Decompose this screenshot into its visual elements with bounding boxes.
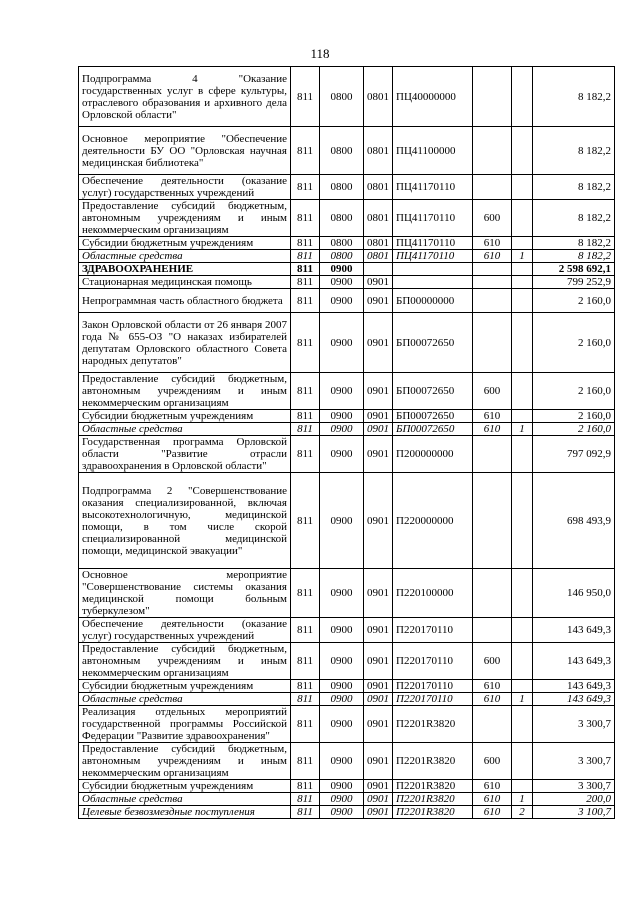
row-target-article: БП00072650 — [393, 313, 473, 373]
row-amount: 3 300,7 — [533, 780, 615, 793]
row-name: Непрограммная часть областного бюджета — [79, 289, 291, 313]
row-section: 0900 — [320, 806, 364, 819]
row-amount: 2 160,0 — [533, 373, 615, 410]
row-funding-source — [512, 410, 533, 423]
row-name: Реализация отдельных мероприятий государственной программы Российской Федерации "Развитие здравоохранения" — [79, 706, 291, 743]
row-name: Обеспечение деятельности (оказание услуг) государственных учреждений — [79, 618, 291, 643]
row-funding-source — [512, 263, 533, 276]
row-name: Обеспечение деятельности (оказание услуг) государственных учреждений — [79, 175, 291, 200]
row-name: Закон Орловской области от 26 января 2007 года № 655-ОЗ "О наказах избирателей депутатам Орловского областного Совета народных депутатов" — [79, 313, 291, 373]
row-name: Субсидии бюджетным учреждениям — [79, 680, 291, 693]
row-grbs: 811 — [291, 289, 320, 313]
row-amount: 2 160,0 — [533, 313, 615, 373]
row-target-article: БП00072650 — [393, 373, 473, 410]
row-target-article: ПЦ41170110 — [393, 250, 473, 263]
row-expense-type — [473, 289, 512, 313]
row-subsection: 0901 — [364, 373, 393, 410]
row-subsection: 0901 — [364, 806, 393, 819]
row-amount: 143 649,3 — [533, 643, 615, 680]
row-section: 0900 — [320, 410, 364, 423]
table-row — [79, 680, 615, 693]
row-amount: 146 950,0 — [533, 569, 615, 618]
row-target-article: П2201R3820 — [393, 743, 473, 780]
row-funding-source — [512, 200, 533, 237]
row-subsection: 0901 — [364, 313, 393, 373]
row-grbs: 811 — [291, 200, 320, 237]
row-funding-source: 2 — [512, 806, 533, 819]
row-expense-type: 600 — [473, 373, 512, 410]
row-section: 0900 — [320, 373, 364, 410]
row-section: 0900 — [320, 263, 364, 276]
row-subsection: 0901 — [364, 473, 393, 569]
table-row — [79, 313, 615, 373]
row-target-article: П2201R3820 — [393, 793, 473, 806]
row-name: Субсидии бюджетным учреждениям — [79, 237, 291, 250]
row-section: 0800 — [320, 250, 364, 263]
row-expense-type — [473, 569, 512, 618]
row-grbs: 811 — [291, 806, 320, 819]
row-name: Основное мероприятие "Обеспечение деятельности БУ ОО "Орловская научная медицинская библиотека" — [79, 127, 291, 175]
row-name: Областные средства — [79, 793, 291, 806]
row-subsection: 0901 — [364, 743, 393, 780]
row-target-article: П2201R3820 — [393, 706, 473, 743]
row-name: Субсидии бюджетным учреждениям — [79, 780, 291, 793]
row-funding-source — [512, 643, 533, 680]
row-funding-source — [512, 680, 533, 693]
row-subsection: 0901 — [364, 693, 393, 706]
budget-table-body — [79, 67, 615, 819]
row-grbs: 811 — [291, 643, 320, 680]
row-subsection: 0801 — [364, 175, 393, 200]
row-amount: 8 182,2 — [533, 250, 615, 263]
row-grbs: 811 — [291, 793, 320, 806]
row-grbs: 811 — [291, 237, 320, 250]
row-grbs: 811 — [291, 693, 320, 706]
row-target-article: П220100000 — [393, 569, 473, 618]
table-row — [79, 373, 615, 410]
row-section: 0900 — [320, 680, 364, 693]
row-section: 0900 — [320, 289, 364, 313]
row-name: Подпрограмма 4 "Оказание государственных услуг в сфере культуры, отраслевого образования и архивного дела Орловской области" — [79, 67, 291, 127]
row-target-article: БП00000000 — [393, 289, 473, 313]
row-subsection: 0801 — [364, 200, 393, 237]
row-grbs: 811 — [291, 276, 320, 289]
table-row — [79, 410, 615, 423]
row-section: 0900 — [320, 436, 364, 473]
row-funding-source — [512, 618, 533, 643]
row-grbs: 811 — [291, 680, 320, 693]
table-row — [79, 250, 615, 263]
row-subsection: 0801 — [364, 250, 393, 263]
row-subsection: 0901 — [364, 618, 393, 643]
row-section: 0900 — [320, 780, 364, 793]
row-amount: 143 649,3 — [533, 618, 615, 643]
row-target-article: П2201R3820 — [393, 806, 473, 819]
row-funding-source — [512, 743, 533, 780]
row-section: 0800 — [320, 237, 364, 250]
row-amount: 3 300,7 — [533, 706, 615, 743]
row-target-article: П220170110 — [393, 643, 473, 680]
table-row — [79, 175, 615, 200]
row-grbs: 811 — [291, 423, 320, 436]
row-funding-source — [512, 473, 533, 569]
row-subsection: 0901 — [364, 410, 393, 423]
row-subsection: 0901 — [364, 423, 393, 436]
table-row — [79, 423, 615, 436]
row-amount: 8 182,2 — [533, 175, 615, 200]
row-section: 0900 — [320, 693, 364, 706]
row-target-article: П2201R3820 — [393, 780, 473, 793]
row-section: 0900 — [320, 706, 364, 743]
row-subsection: 0901 — [364, 569, 393, 618]
row-subsection: 0901 — [364, 643, 393, 680]
row-section: 0900 — [320, 743, 364, 780]
row-expense-type: 610 — [473, 250, 512, 263]
row-section: 0900 — [320, 618, 364, 643]
row-funding-source — [512, 706, 533, 743]
row-grbs: 811 — [291, 67, 320, 127]
row-funding-source — [512, 127, 533, 175]
row-subsection: 0901 — [364, 276, 393, 289]
row-target-article: ПЦ41170110 — [393, 200, 473, 237]
row-expense-type: 600 — [473, 643, 512, 680]
row-name: Областные средства — [79, 250, 291, 263]
row-expense-type — [473, 313, 512, 373]
row-subsection: 0901 — [364, 289, 393, 313]
row-target-article: П200000000 — [393, 436, 473, 473]
row-target-article: П220170110 — [393, 693, 473, 706]
row-amount: 2 160,0 — [533, 410, 615, 423]
row-amount: 3 100,7 — [533, 806, 615, 819]
row-grbs: 811 — [291, 373, 320, 410]
row-funding-source — [512, 237, 533, 250]
row-expense-type — [473, 473, 512, 569]
row-section: 0900 — [320, 473, 364, 569]
row-subsection: 0901 — [364, 706, 393, 743]
row-expense-type — [473, 263, 512, 276]
table-row — [79, 806, 615, 819]
row-grbs: 811 — [291, 410, 320, 423]
row-grbs: 811 — [291, 569, 320, 618]
row-section: 0800 — [320, 175, 364, 200]
table-row — [79, 706, 615, 743]
row-section: 0900 — [320, 313, 364, 373]
table-row — [79, 289, 615, 313]
row-expense-type — [473, 276, 512, 289]
row-funding-source — [512, 780, 533, 793]
table-row — [79, 67, 615, 127]
row-target-article: П220000000 — [393, 473, 473, 569]
table-row — [79, 200, 615, 237]
table-row — [79, 693, 615, 706]
row-expense-type: 600 — [473, 200, 512, 237]
table-row — [79, 743, 615, 780]
row-subsection: 0901 — [364, 793, 393, 806]
row-name: Областные средства — [79, 423, 291, 436]
row-funding-source — [512, 276, 533, 289]
row-target-article: ПЦ41170110 — [393, 175, 473, 200]
row-grbs: 811 — [291, 780, 320, 793]
row-grbs: 811 — [291, 175, 320, 200]
row-name: Основное мероприятие "Совершенствование системы оказания медицинской помощи больным туберкулезом" — [79, 569, 291, 618]
row-funding-source: 1 — [512, 693, 533, 706]
row-name: Подпрограмма 2 "Совершенствование оказания специализированной, включая высокотехнологичную, медицинской помощи, в том числе скорой специализированной медицинской помощи, медицинской эвакуации" — [79, 473, 291, 569]
row-section: 0900 — [320, 793, 364, 806]
row-grbs: 811 — [291, 127, 320, 175]
row-expense-type: 610 — [473, 693, 512, 706]
row-expense-type — [473, 436, 512, 473]
row-amount: 2 160,0 — [533, 423, 615, 436]
table-row — [79, 263, 615, 276]
row-funding-source: 1 — [512, 250, 533, 263]
row-expense-type: 600 — [473, 743, 512, 780]
row-funding-source — [512, 175, 533, 200]
row-name: Предоставление субсидий бюджетным, автономным учреждениям и иным некоммерческим организациям — [79, 200, 291, 237]
table-row — [79, 569, 615, 618]
row-amount: 8 182,2 — [533, 67, 615, 127]
row-funding-source — [512, 569, 533, 618]
row-name: Стационарная медицинская помощь — [79, 276, 291, 289]
row-target-article — [393, 276, 473, 289]
row-name: Областные средства — [79, 693, 291, 706]
row-section: 0900 — [320, 276, 364, 289]
row-amount: 3 300,7 — [533, 743, 615, 780]
row-name: Субсидии бюджетным учреждениям — [79, 410, 291, 423]
page-number: 118 — [310, 46, 330, 61]
row-subsection: 0801 — [364, 127, 393, 175]
row-expense-type — [473, 706, 512, 743]
row-subsection: 0801 — [364, 67, 393, 127]
table-row — [79, 436, 615, 473]
row-grbs: 811 — [291, 618, 320, 643]
row-funding-source — [512, 436, 533, 473]
row-subsection: 0801 — [364, 237, 393, 250]
row-name: Государственная программа Орловской области "Развитие отрасли здравоохранения в Орловской области" — [79, 436, 291, 473]
row-grbs: 811 — [291, 250, 320, 263]
table-row — [79, 793, 615, 806]
row-expense-type: 610 — [473, 806, 512, 819]
row-target-article: БП00072650 — [393, 423, 473, 436]
table-row — [79, 618, 615, 643]
row-grbs: 811 — [291, 473, 320, 569]
row-funding-source: 1 — [512, 793, 533, 806]
table-row — [79, 780, 615, 793]
row-expense-type: 610 — [473, 410, 512, 423]
row-amount: 8 182,2 — [533, 127, 615, 175]
row-amount: 698 493,9 — [533, 473, 615, 569]
row-funding-source — [512, 67, 533, 127]
row-amount: 200,0 — [533, 793, 615, 806]
table-row — [79, 237, 615, 250]
row-name: Предоставление субсидий бюджетным, автономным учреждениям и иным некоммерческим организациям — [79, 743, 291, 780]
row-subsection: 0901 — [364, 436, 393, 473]
row-name: Целевые безвозмездные поступления — [79, 806, 291, 819]
row-target-article: П220170110 — [393, 680, 473, 693]
row-name: Предоставление субсидий бюджетным, автономным учреждениям и иным некоммерческим организациям — [79, 373, 291, 410]
table-row — [79, 473, 615, 569]
table-row — [79, 643, 615, 680]
row-expense-type: 610 — [473, 680, 512, 693]
row-subsection: 0901 — [364, 780, 393, 793]
row-grbs: 811 — [291, 263, 320, 276]
row-grbs: 811 — [291, 706, 320, 743]
row-grbs: 811 — [291, 436, 320, 473]
row-target-article — [393, 263, 473, 276]
row-amount: 8 182,2 — [533, 237, 615, 250]
row-expense-type: 610 — [473, 237, 512, 250]
table-row — [79, 276, 615, 289]
row-expense-type — [473, 67, 512, 127]
row-amount: 8 182,2 — [533, 200, 615, 237]
row-grbs: 811 — [291, 743, 320, 780]
row-amount: 797 092,9 — [533, 436, 615, 473]
row-name: ЗДРАВООХРАНЕНИЕ — [79, 263, 291, 276]
row-expense-type: 610 — [473, 793, 512, 806]
row-section: 0800 — [320, 200, 364, 237]
row-target-article: ПЦ40000000 — [393, 67, 473, 127]
row-section: 0800 — [320, 67, 364, 127]
row-expense-type: 610 — [473, 780, 512, 793]
row-grbs: 811 — [291, 313, 320, 373]
row-expense-type — [473, 618, 512, 643]
row-expense-type — [473, 127, 512, 175]
row-funding-source: 1 — [512, 423, 533, 436]
row-name: Предоставление субсидий бюджетным, автономным учреждениям и иным некоммерческим организациям — [79, 643, 291, 680]
row-target-article: ПЦ41170110 — [393, 237, 473, 250]
budget-table — [78, 66, 615, 819]
row-section: 0900 — [320, 423, 364, 436]
row-amount: 2 598 692,1 — [533, 263, 615, 276]
row-section: 0900 — [320, 643, 364, 680]
row-expense-type — [473, 175, 512, 200]
row-funding-source — [512, 373, 533, 410]
table-row — [79, 127, 615, 175]
row-target-article: ПЦ41100000 — [393, 127, 473, 175]
row-target-article: БП00072650 — [393, 410, 473, 423]
row-subsection — [364, 263, 393, 276]
row-amount: 2 160,0 — [533, 289, 615, 313]
row-amount: 143 649,3 — [533, 693, 615, 706]
row-section: 0900 — [320, 569, 364, 618]
row-amount: 799 252,9 — [533, 276, 615, 289]
row-funding-source — [512, 289, 533, 313]
row-target-article: П220170110 — [393, 618, 473, 643]
row-amount: 143 649,3 — [533, 680, 615, 693]
row-subsection: 0901 — [364, 680, 393, 693]
row-section: 0800 — [320, 127, 364, 175]
row-funding-source — [512, 313, 533, 373]
row-expense-type: 610 — [473, 423, 512, 436]
